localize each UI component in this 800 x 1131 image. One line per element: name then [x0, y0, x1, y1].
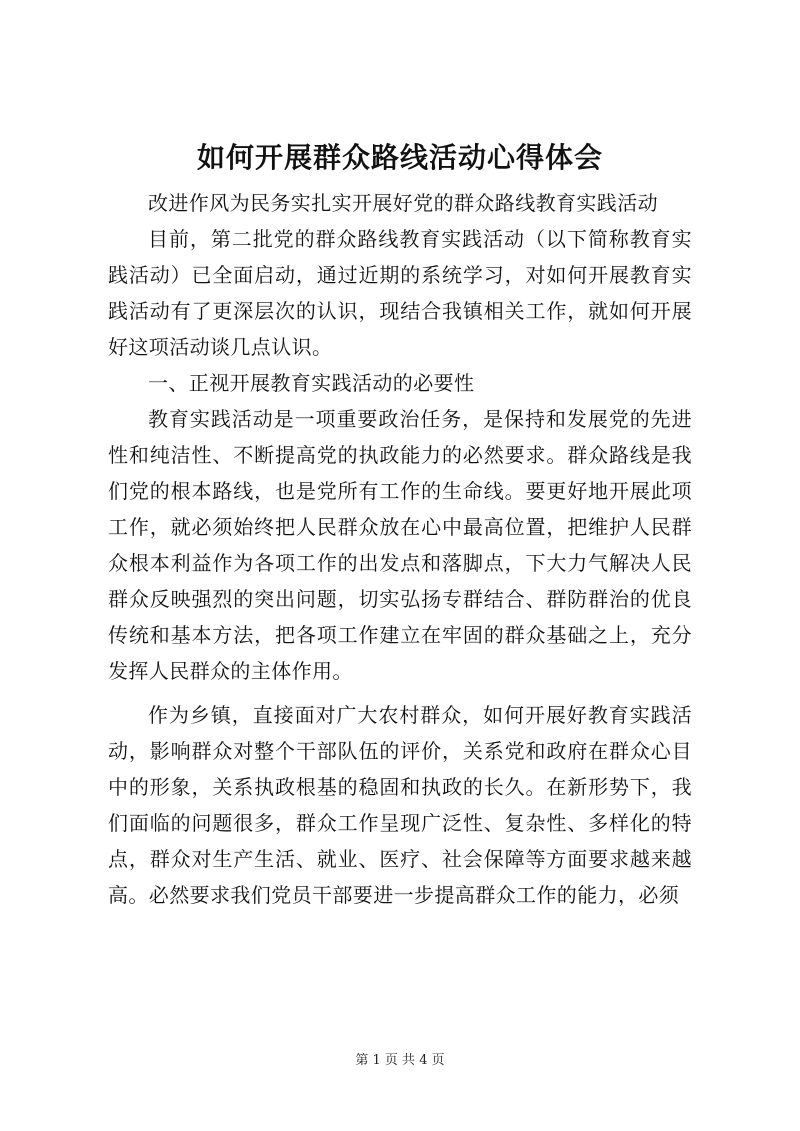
subtitle-paragraph: 改进作风为民务实扎实开展好党的群众路线教育实践活动: [148, 191, 658, 215]
document-body: [108, 185, 692, 913]
section-heading: 一、正视开展教育实践活动的必要性: [148, 371, 475, 395]
body-paragraph: 教育实践活动是一项重要政治任务，是保持和发展党的先进性和纯洁性、不断提高党的执政能力的必然要求。群众路线是我们党的根本路线，也是党所有工作的生命线。要更好地开展此项工作，就必须始终把人民群众放在心中最高位置，把维护人民群众根本利益作为各项工作的出发点和落脚点，下大力气解决人民群众反映强烈的突出问题，切实弘扬专群结合、群防群治的优良传统和基本方法，把各项工作建立在牢固的群众基础之上，充分发挥人民群众的主体作用。: [108, 407, 692, 683]
body-paragraph: 作为乡镇，直接面对广大农村群众，如何开展好教育实践活动，影响群众对整个干部队伍的评价，关系党和政府在群众心目中的形象，关系执政根基的稳固和执政的长久。在新形势下，我们面临的问题很多，群众工作呈现广泛性、复杂性、多样化的特点，群众对生产生活、就业、医疗、社会保障等方面要求越来越高。必然要求我们党员干部要进一步提高群众工作的能力，必须: [108, 703, 692, 907]
intro-paragraph: 目前，第二批党的群众路线教育实践活动（以下简称教育实践活动）已全面启动，通过近期的系统学习，对如何开展教育实践活动有了更深层次的认识，现结合我镇相关工作，就如何开展好这项活动谈几点认识。: [108, 227, 692, 359]
page-footer: 第 1 页 共 4 页: [355, 1053, 445, 1068]
document-title: 如何开展群众路线活动心得体会: [196, 141, 603, 174]
